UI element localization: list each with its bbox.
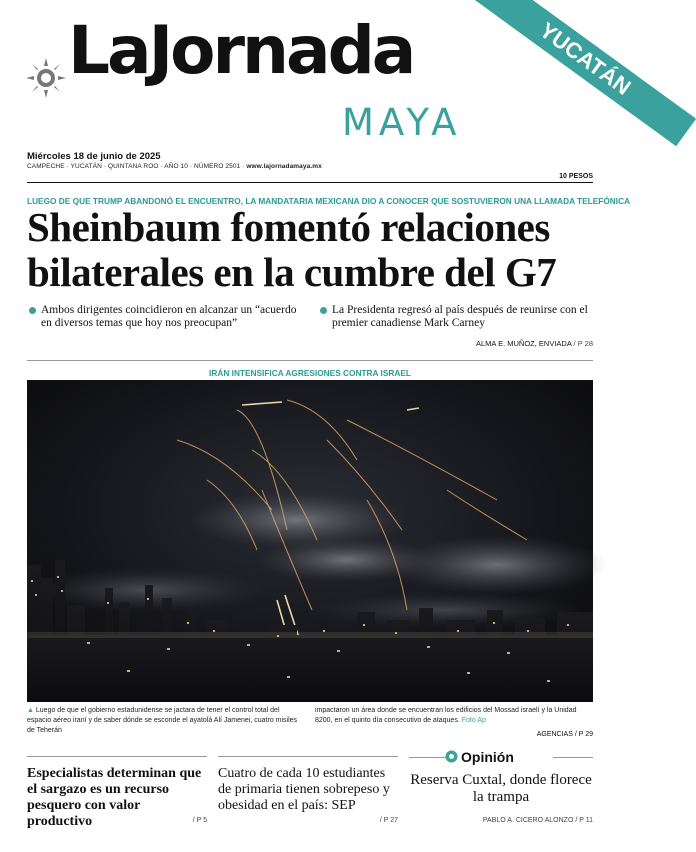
story-sobrepeso[interactable] — [218, 750, 398, 830]
photo-caption — [27, 706, 593, 736]
lead-headline-line-1: Sheinbaum fomentó relaciones — [27, 204, 550, 250]
issue-date: Miércoles 18 de junio de 2025 — [27, 151, 161, 162]
lead-bullet-text: Ambos dirigentes coincidieron en alcanzar un “acuerdo en diversos temas que hoy nos preocupan” — [41, 304, 297, 329]
edition-ribbon — [450, 0, 636, 115]
photo-caption-left-text: Luego de que el gobierno estadunidense se jactara de tener el control total del espacio aéreo iraní y de saber dónde se esconde el ayatolá Alí Jamenei, cuatro misiles de Teherán — [27, 707, 298, 734]
opinion-page[interactable]: / P 11 — [573, 817, 593, 824]
masthead — [0, 0, 636, 150]
bullet-dot-icon — [29, 307, 36, 314]
lead-byline-author: ALMA E. MUÑOZ, ENVIADA — [476, 339, 572, 348]
lead-bullet-text: La Presidenta regresó al país después de reunirse con el premier canadiense Mark Carney — [332, 304, 588, 329]
photo-caption-right-text: impactaron un área donde se encuentran los edificios del Mossad israelí y la Unidad 8200, en el quinto día consecutivo de ataques. — [315, 707, 577, 724]
story-page[interactable]: / P 27 — [379, 817, 398, 824]
lead-bullets — [27, 304, 593, 330]
opinion-icon — [445, 750, 458, 763]
lead-bullet — [318, 304, 593, 330]
lead-bullet — [27, 304, 302, 330]
opinion-byline — [483, 817, 593, 824]
opinion-rule-left — [409, 757, 449, 758]
opinion-section-header — [409, 750, 593, 764]
logo-wordmark: LaJornada — [68, 12, 414, 89]
opinion-column[interactable] — [409, 750, 593, 830]
sun-logo-icon — [26, 58, 66, 98]
logo-edition-name: MAYA — [342, 101, 462, 144]
bottom-stories — [27, 750, 593, 830]
photo-byline-page[interactable]: / P 29 — [572, 731, 593, 738]
issue-editions — [27, 163, 322, 170]
story-sargazo[interactable] — [27, 750, 207, 830]
section-rule — [27, 360, 593, 361]
night-sky-missiles-illustration — [27, 380, 593, 702]
opinion-headline: Reserva Cuxtal, donde florece la trampa — [410, 772, 592, 805]
story-page[interactable]: / P 5 — [192, 817, 207, 824]
opinion-author: PABLO A. CICERO ALONZO — [482, 817, 574, 824]
photo-credit: Foto Ap — [461, 717, 486, 724]
masthead-rule — [27, 182, 593, 183]
story-headline: Cuatro de cada 10 estudiantes de primaria tienen sobrepeso y obesidad en el país: SEP — [218, 766, 390, 813]
story-rule — [218, 756, 398, 757]
lead-headline[interactable] — [27, 205, 607, 295]
photo-byline — [537, 731, 593, 738]
story-headline: Especialistas determinan que el sargazo es un recurso pesquero con valor productivo — [27, 766, 202, 829]
photo-kicker: IRÁN INTENSIFICA AGRESIONES CONTRA ISRAEL — [209, 368, 411, 378]
edition-ribbon-label: YUCATÁN — [474, 0, 696, 146]
website-link[interactable]: www.lajornadamaya.mx — [246, 163, 322, 170]
photo-byline-agency: AGENCIAS — [536, 731, 573, 738]
story-rule — [27, 756, 207, 757]
lead-photo[interactable] — [27, 380, 593, 702]
issue-price: 10 PESOS — [555, 173, 593, 180]
caption-triangle-icon: ▲ — [27, 707, 34, 714]
lead-headline-line-2: bilaterales en la cumbre del G7 — [27, 249, 557, 295]
issue-editions-text: CAMPECHE · YUCATÁN · QUINTANA ROO · AÑO 10 · NÚMERO 2501 · — [27, 163, 247, 170]
bullet-dot-icon — [320, 307, 327, 314]
photo-caption-left — [27, 706, 305, 736]
lead-byline-page[interactable]: / P 28 — [571, 339, 593, 348]
opinion-rule-right — [553, 757, 593, 758]
opinion-section-title: Opinión — [461, 749, 514, 765]
lead-kicker: LUEGO DE QUE TRUMP ABANDONÓ EL ENCUENTRO, LA MANDATARIA MEXICANA DIO A CONOCER QUE SOSTUVIERON UNA LLAMADA TELEFÓNICA — [27, 196, 631, 206]
lead-byline — [476, 339, 593, 348]
